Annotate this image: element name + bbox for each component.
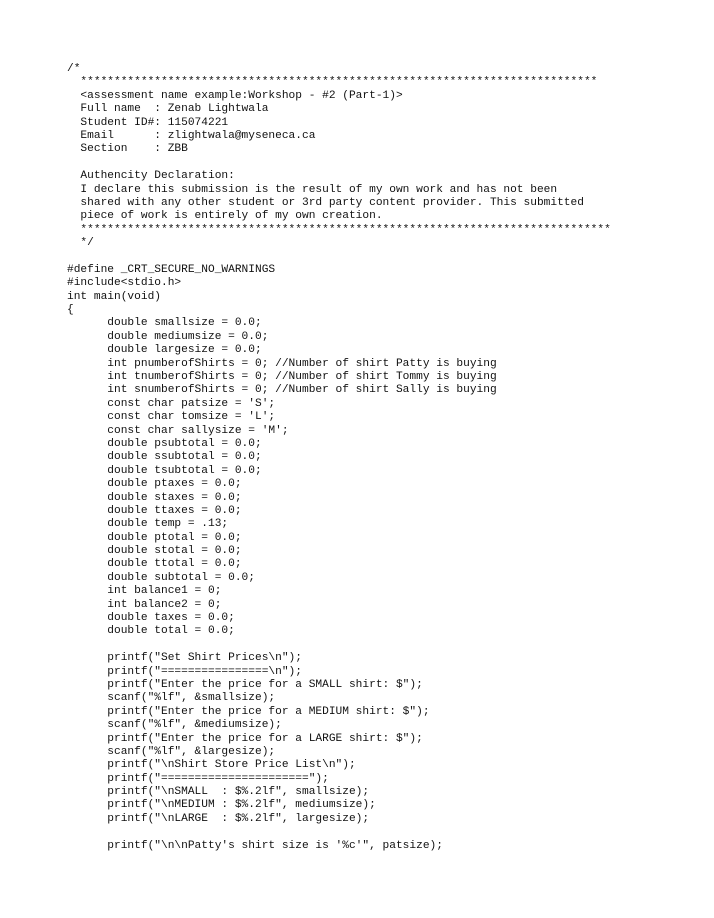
code-line: Authencity Declaration: — [67, 170, 235, 183]
code-line: printf("======================"); — [67, 772, 329, 785]
code-line: scanf("%lf", &mediumsize); — [67, 719, 282, 732]
code-line: Full name : Zenab Lightwala — [67, 103, 269, 116]
code-line: scanf("%lf", &smallsize); — [67, 692, 276, 705]
code-line: double ttotal = 0.0; — [67, 558, 242, 571]
code-line: double total = 0.0; — [67, 625, 235, 638]
code-line: double psubtotal = 0.0; — [67, 437, 262, 450]
code-line: Email : zlightwala@myseneca.ca — [67, 129, 316, 142]
code-line: printf("Enter the price for a SMALL shirt: $"); — [67, 678, 423, 691]
code-line: #include<stdio.h> — [67, 277, 182, 290]
code-line: scanf("%lf", &largesize); — [67, 745, 276, 758]
code-line: printf("Enter the price for a LARGE shirt: $"); — [67, 732, 423, 745]
code-line — [67, 826, 611, 839]
code-line: double tsubtotal = 0.0; — [67, 464, 262, 477]
code-line: Section : ZBB — [67, 143, 188, 156]
code-line: double largesize = 0.0; — [67, 344, 262, 357]
code-line: piece of work is entirely of my own creation. — [67, 210, 383, 223]
code-line: double stotal = 0.0; — [67, 545, 242, 558]
code-line: double ssubtotal = 0.0; — [67, 451, 262, 464]
code-line: I declare this submission is the result of my own work and has not been — [67, 183, 558, 196]
code-line: */ — [67, 237, 94, 250]
code-line: const char tomsize = 'L'; — [67, 411, 276, 424]
code-line — [67, 157, 611, 170]
code-line: const char patsize = 'S'; — [67, 397, 276, 410]
code-line: double subtotal = 0.0; — [67, 571, 255, 584]
code-line: double staxes = 0.0; — [67, 491, 242, 504]
source-code-listing — [67, 63, 611, 853]
code-line: printf("================\n"); — [67, 665, 302, 678]
code-line: printf("\nSMALL : $%.2lf", smallsize); — [67, 786, 370, 799]
code-line: /* — [67, 63, 81, 75]
code-line — [67, 639, 611, 652]
code-line: <assessment name example:Workshop - #2 (Part-1)> — [67, 89, 403, 102]
code-line: printf("Set Shirt Prices\n"); — [67, 652, 302, 665]
code-line: double taxes = 0.0; — [67, 612, 235, 625]
code-line: printf("\nMEDIUM : $%.2lf", mediumsize); — [67, 799, 376, 812]
code-line: double smallsize = 0.0; — [67, 317, 262, 330]
code-line: int balance1 = 0; — [67, 585, 222, 598]
code-line: int tnumberofShirts = 0; //Number of shirt Tommy is buying — [67, 370, 497, 383]
code-line: double temp = .13; — [67, 518, 229, 531]
code-line: int balance2 = 0; — [67, 598, 222, 611]
code-line: double ptotal = 0.0; — [67, 531, 242, 544]
code-line: printf("\n\nPatty's shirt size is '%c'", patsize); — [67, 839, 443, 852]
code-line: ******************************************************************************* — [67, 223, 611, 236]
code-line: double ttaxes = 0.0; — [67, 504, 242, 517]
code-line: double mediumsize = 0.0; — [67, 330, 269, 343]
code-line: int snumberofShirts = 0; //Number of shirt Sally is buying — [67, 384, 497, 397]
code-line: printf("\nShirt Store Price List\n"); — [67, 759, 356, 772]
code-line: double ptaxes = 0.0; — [67, 478, 242, 491]
code-line: printf("Enter the price for a MEDIUM shirt: $"); — [67, 705, 430, 718]
code-line: int main(void) — [67, 290, 161, 303]
code-line: { — [67, 304, 74, 317]
code-line: printf("\nLARGE : $%.2lf", largesize); — [67, 812, 370, 825]
code-line: const char sallysize = 'M'; — [67, 424, 289, 437]
code-line: int pnumberofShirts = 0; //Number of shirt Patty is buying — [67, 357, 497, 370]
code-line: Student ID#: 115074221 — [67, 116, 229, 129]
code-line: shared with any other student or 3rd party content provider. This submitted — [67, 196, 584, 209]
code-line: ***************************************************************************** — [67, 76, 598, 89]
code-line: #define _CRT_SECURE_NO_WARNINGS — [67, 263, 276, 276]
code-line — [67, 250, 611, 263]
